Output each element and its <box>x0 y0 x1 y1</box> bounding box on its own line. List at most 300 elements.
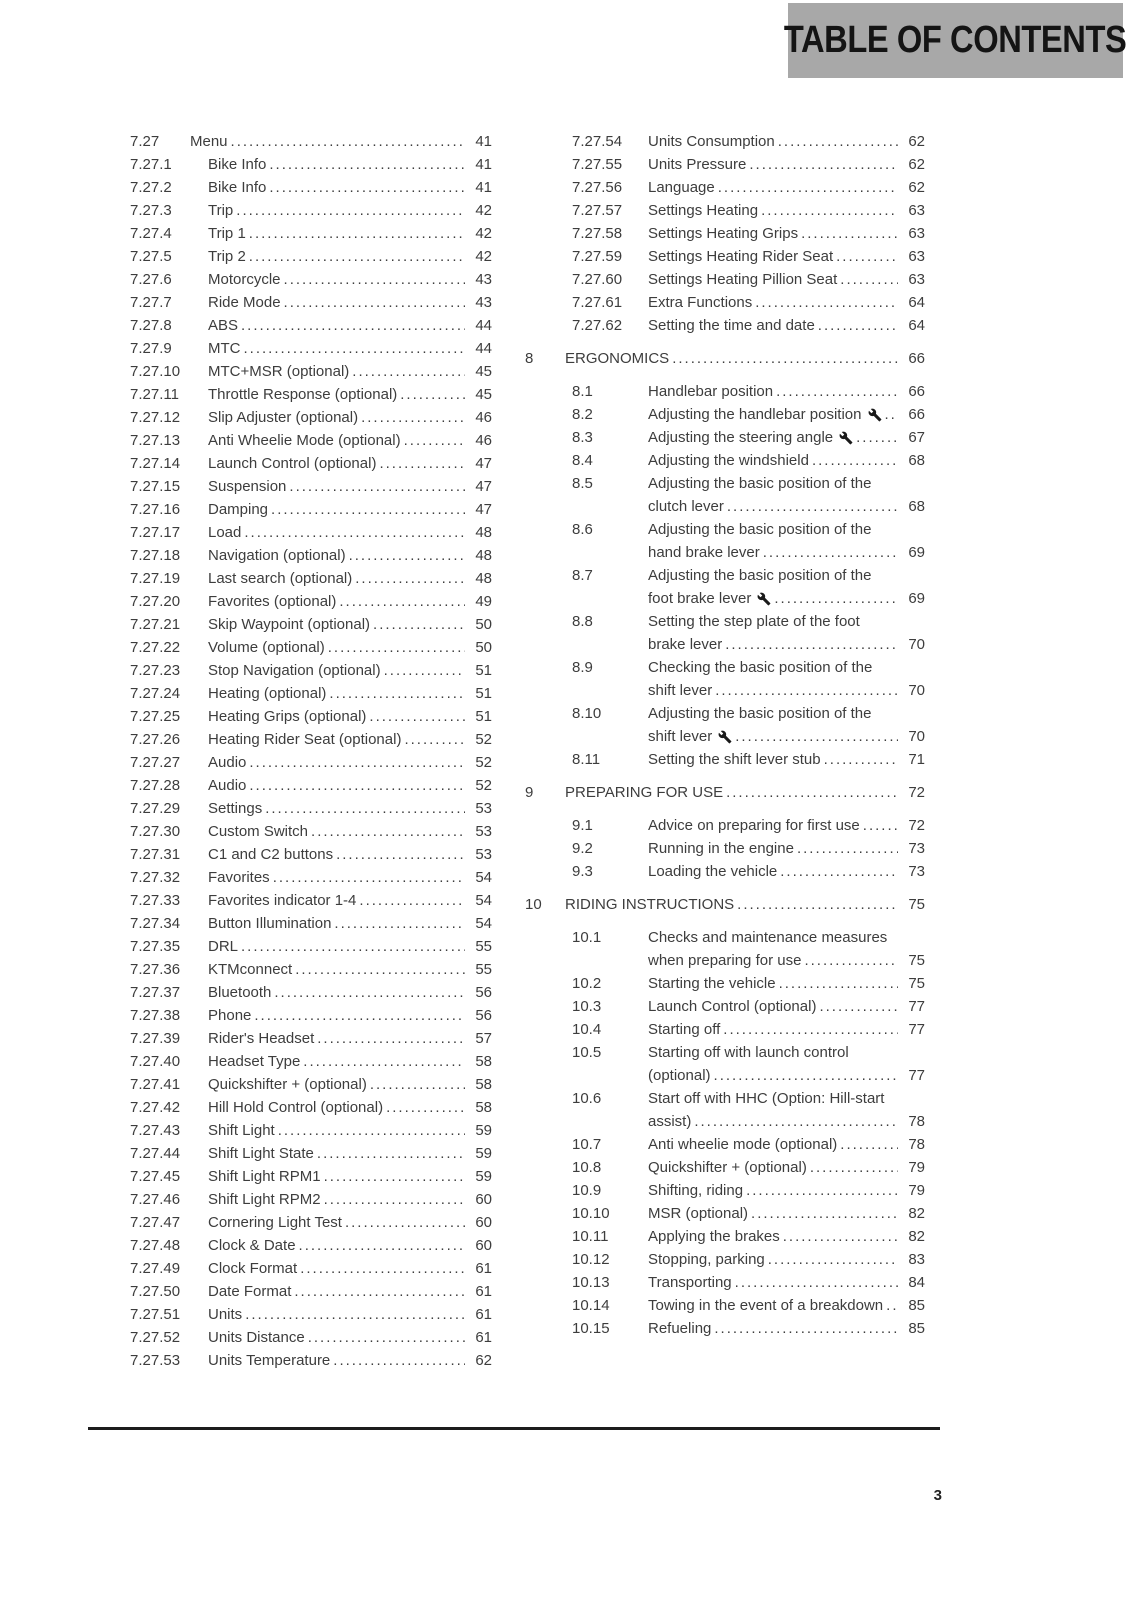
dot-leader <box>714 1064 898 1087</box>
toc-entry-title: Volume (optional) <box>208 639 325 656</box>
toc-entry-page: 43 <box>475 294 492 311</box>
toc-entry-title: Audio <box>208 777 247 794</box>
toc-entry-row[interactable] <box>525 199 925 222</box>
dot-leader <box>355 567 465 590</box>
toc-entry-title: KTMconnect <box>208 961 293 978</box>
dot-leader <box>400 383 465 406</box>
toc-section-row[interactable] <box>525 893 925 916</box>
dot-leader <box>761 199 898 222</box>
toc-entry-page: 73 <box>908 863 925 880</box>
toc-entry-row[interactable] <box>525 130 925 153</box>
toc-entry-row[interactable] <box>130 222 492 245</box>
dot-leader <box>329 682 465 705</box>
toc-entry-title: Favorites <box>208 869 270 886</box>
toc-entry-number: 7.27.3 <box>130 202 172 219</box>
toc-entry-row[interactable] <box>525 972 925 995</box>
dot-leader <box>780 860 898 883</box>
toc-entry-title: Units Pressure <box>648 156 747 173</box>
dot-leader <box>819 995 898 1018</box>
toc-entry-row[interactable] <box>130 682 492 705</box>
toc-entry-row[interactable] <box>130 544 492 567</box>
toc-entry-row[interactable] <box>525 314 925 337</box>
toc-entry-number: 8.4 <box>572 452 593 469</box>
toc-entry-row[interactable] <box>130 176 492 199</box>
toc-entry-title: Adjusting the windshield <box>648 452 809 469</box>
toc-entry-number: 7.27.34 <box>130 915 181 932</box>
toc-entry-title: Extra Functions <box>648 294 753 311</box>
toc-entry-row[interactable] <box>525 1294 925 1317</box>
toc-entry-page: 60 <box>475 1214 492 1231</box>
toc-entry-page: 63 <box>908 248 925 265</box>
toc-entry-title: RIDING INSTRUCTIONS <box>565 896 735 913</box>
toc-entry-row[interactable] <box>525 495 925 518</box>
toc-entry-number: 7.27.6 <box>130 271 172 288</box>
toc-entry-page: 75 <box>908 975 925 992</box>
toc-entry-title: Skip Waypoint (optional) <box>208 616 371 633</box>
toc-entry-number: 7.27.20 <box>130 593 181 610</box>
toc-entry-page: 44 <box>475 340 492 357</box>
toc-entry-title: Anti Wheelie Mode (optional) <box>208 432 401 449</box>
toc-entry-row[interactable] <box>130 475 492 498</box>
toc-entry-title: Shift Light RPM2 <box>208 1191 321 1208</box>
toc-entry-number: 10.6 <box>572 1090 602 1107</box>
toc-entry-number: 7.27.56 <box>572 179 623 196</box>
toc-entry-page: 63 <box>908 271 925 288</box>
toc-entry-title: Cornering Light Test <box>208 1214 342 1231</box>
toc-section-row[interactable] <box>525 781 925 804</box>
dot-leader <box>241 935 465 958</box>
toc-entry-row[interactable] <box>130 1004 492 1027</box>
toc-entry-number: 8.1 <box>572 383 593 400</box>
toc-entry-number: 7.27.47 <box>130 1214 181 1231</box>
toc-entry-row[interactable] <box>130 958 492 981</box>
toc-entry-title: Trip 2 <box>208 248 246 265</box>
toc-entry-row[interactable] <box>130 613 492 636</box>
toc-entry-page: 59 <box>475 1168 492 1185</box>
toc-entry-row[interactable] <box>130 291 492 314</box>
toc-entry-row[interactable] <box>130 199 492 222</box>
toc-entry-number: 7.27.40 <box>130 1053 181 1070</box>
toc-entry-row[interactable] <box>525 1202 925 1225</box>
toc-entry-row[interactable] <box>525 291 925 314</box>
dot-leader <box>768 1248 898 1271</box>
toc-entry-number: 8.2 <box>572 406 593 423</box>
toc-entry-row[interactable] <box>130 130 492 153</box>
toc-entry-row[interactable] <box>525 403 925 426</box>
toc-entry-page: 61 <box>475 1260 492 1277</box>
toc-entry-page: 62 <box>908 133 925 150</box>
toc-entry-title: Towing in the event of a breakdown <box>648 1297 884 1314</box>
toc-entry-title: foot brake lever <box>648 590 752 607</box>
toc-entry-row[interactable] <box>525 1179 925 1202</box>
toc-entry-row[interactable] <box>525 926 925 949</box>
toc-entry-row[interactable] <box>525 1133 925 1156</box>
toc-entry-row[interactable] <box>130 866 492 889</box>
dot-leader <box>295 958 465 981</box>
toc-entry-number: 7.27.17 <box>130 524 181 541</box>
toc-entry-row[interactable] <box>130 1050 492 1073</box>
toc-entry-page: 47 <box>475 501 492 518</box>
toc-entry-row[interactable] <box>130 889 492 912</box>
toc-entry-title: assist) <box>648 1113 692 1130</box>
toc-entry-row[interactable] <box>130 521 492 544</box>
dot-leader <box>751 1202 898 1225</box>
toc-entry-title: Suspension <box>208 478 287 495</box>
dot-leader <box>236 199 465 222</box>
toc-entry-row[interactable] <box>130 981 492 1004</box>
toc-entry-number: 7.27.50 <box>130 1283 181 1300</box>
dot-leader <box>735 1271 898 1294</box>
toc-entry-row[interactable] <box>525 380 925 403</box>
dot-leader <box>299 1234 465 1257</box>
toc-entry-row[interactable] <box>525 449 925 472</box>
toc-entry-title: brake lever <box>648 636 723 653</box>
toc-entry-row[interactable] <box>525 1064 925 1087</box>
toc-section-row[interactable] <box>525 347 925 370</box>
toc-entry-row[interactable] <box>130 337 492 360</box>
toc-entry-row[interactable] <box>525 748 925 771</box>
toc-entry-number: 7.27.7 <box>130 294 172 311</box>
toc-entry-number: 10.9 <box>572 1182 602 1199</box>
dot-leader <box>317 1142 465 1165</box>
toc-entry-row[interactable] <box>525 153 925 176</box>
toc-entry-row[interactable] <box>525 610 925 633</box>
dot-leader <box>797 837 898 860</box>
toc-entry-title: Adjusting the basic position of the <box>648 475 872 492</box>
toc-entry-row[interactable] <box>130 429 492 452</box>
toc-entry-row[interactable] <box>130 153 492 176</box>
toc-entry-row[interactable] <box>525 268 925 291</box>
dot-leader <box>359 889 465 912</box>
dot-leader <box>324 1188 465 1211</box>
toc-entry-row[interactable] <box>130 498 492 521</box>
toc-entry-row[interactable] <box>130 1303 492 1326</box>
toc-entry-row[interactable] <box>130 245 492 268</box>
toc-entry-page: 64 <box>908 317 925 334</box>
toc-entry-row[interactable] <box>130 360 492 383</box>
toc-entry-row[interactable] <box>525 702 925 725</box>
toc-entry-title: Advice on preparing for first use <box>648 817 860 834</box>
toc-entry-title: Settings Heating Grips <box>648 225 799 242</box>
toc-entry-number: 7.27.14 <box>130 455 181 472</box>
toc-entry-title: shift lever <box>648 728 713 745</box>
toc-entry-title: MTC <box>208 340 241 357</box>
toc-entry-title: Settings Heating Pillion Seat <box>648 271 838 288</box>
toc-entry-row[interactable] <box>130 1280 492 1303</box>
dot-leader <box>818 314 898 337</box>
toc-entry-row[interactable] <box>525 725 925 748</box>
page-number: 3 <box>933 1487 942 1504</box>
toc-entry-number: 7.27.46 <box>130 1191 181 1208</box>
toc-entry-row[interactable] <box>130 1257 492 1280</box>
toc-entry-title: Heating Rider Seat (optional) <box>208 731 402 748</box>
toc-entry-page: 56 <box>475 984 492 1001</box>
toc-entry-page: 42 <box>475 248 492 265</box>
dot-leader <box>284 268 465 291</box>
toc-entry-title: Menu <box>190 133 228 150</box>
toc-entry-page: 66 <box>908 350 925 367</box>
toc-entry-page: 77 <box>908 998 925 1015</box>
toc-entry-row[interactable] <box>525 541 925 564</box>
toc-entry-title: Settings Heating <box>648 202 759 219</box>
toc-entry-number: 7.27.32 <box>130 869 181 886</box>
toc-entry-number: 9.2 <box>572 840 593 857</box>
toc-entry-row[interactable] <box>525 472 925 495</box>
toc-entry-title: Date Format <box>208 1283 292 1300</box>
toc-entry-row[interactable] <box>130 1349 492 1372</box>
toc-entry-page: 84 <box>908 1274 925 1291</box>
toc-entry-number: 10.4 <box>572 1021 602 1038</box>
toc-entry-row[interactable] <box>130 383 492 406</box>
toc-entry-page: 62 <box>475 1352 492 1369</box>
toc-entry-title: Shifting, riding <box>648 1182 744 1199</box>
toc-entry-row[interactable] <box>525 245 925 268</box>
toc-entry-number: 10.3 <box>572 998 602 1015</box>
dot-leader <box>778 130 898 153</box>
toc-entry-number: 10.13 <box>572 1274 610 1291</box>
toc-entry-page: 78 <box>908 1136 925 1153</box>
toc-entry-row[interactable] <box>130 797 492 820</box>
toc-entry-title: Bike Info <box>208 156 267 173</box>
toc-column-left <box>130 130 492 1372</box>
dot-leader <box>801 222 898 245</box>
dot-leader <box>774 587 898 610</box>
dot-leader <box>746 1179 898 1202</box>
toc-entry-row[interactable] <box>130 268 492 291</box>
toc-entry-row[interactable] <box>525 679 925 702</box>
toc-entry-row[interactable] <box>525 837 925 860</box>
dot-leader <box>812 449 898 472</box>
toc-entry-row[interactable] <box>525 656 925 679</box>
dot-leader <box>672 347 898 370</box>
toc-entry-row[interactable] <box>130 843 492 866</box>
toc-entry-page: 57 <box>475 1030 492 1047</box>
toc-entry-number: 7.27.53 <box>130 1352 181 1369</box>
toc-entry-number: 8.6 <box>572 521 593 538</box>
toc-entry-number: 10.14 <box>572 1297 610 1314</box>
toc-entry-title: Starting off <box>648 1021 721 1038</box>
toc-entry-number: 10.12 <box>572 1251 610 1268</box>
toc-entry-row[interactable] <box>525 1248 925 1271</box>
toc-entry-row[interactable] <box>130 567 492 590</box>
toc-entry-page: 75 <box>908 896 925 913</box>
toc-entry-number: 7.27.22 <box>130 639 181 656</box>
dot-leader <box>718 176 898 199</box>
toc-entry-row[interactable] <box>525 222 925 245</box>
toc-entry-row[interactable] <box>525 1087 925 1110</box>
toc-entry-title: Settings <box>208 800 263 817</box>
toc-entry-title: Adjusting the steering angle <box>648 429 834 446</box>
toc-entry-title: Settings Heating Rider Seat <box>648 248 834 265</box>
toc-entry-title: Checks and maintenance measures <box>648 929 888 946</box>
toc-entry-number: 7.27.37 <box>130 984 181 1001</box>
toc-entry-row[interactable] <box>130 1073 492 1096</box>
toc-entry-row[interactable] <box>130 1165 492 1188</box>
toc-entry-row[interactable] <box>130 774 492 797</box>
toc-entry-page: 71 <box>908 751 925 768</box>
dot-leader <box>723 1018 898 1041</box>
dot-leader <box>370 1073 465 1096</box>
toc-entry-row[interactable] <box>525 1317 925 1340</box>
toc-entry-page: 61 <box>475 1283 492 1300</box>
dot-leader <box>694 1110 898 1133</box>
toc-column-right <box>525 130 925 1340</box>
dot-leader <box>231 130 465 153</box>
toc-entry-number: 7.27.13 <box>130 432 181 449</box>
toc-entry-title: Hill Hold Control (optional) <box>208 1099 384 1116</box>
toc-entry-page: 78 <box>908 1113 925 1130</box>
toc-entry-number: 8.8 <box>572 613 593 630</box>
toc-entry-page: 51 <box>475 685 492 702</box>
toc-entry-row[interactable] <box>525 949 925 972</box>
toc-entry-row[interactable] <box>525 860 925 883</box>
toc-entry-row[interactable] <box>525 1225 925 1248</box>
toc-entry-title: Bluetooth <box>208 984 272 1001</box>
toc-entry-row[interactable] <box>130 659 492 682</box>
dot-leader <box>334 912 465 935</box>
toc-entry-row[interactable] <box>525 1110 925 1133</box>
toc-entry-title: Units Temperature <box>208 1352 331 1369</box>
toc-entry-row[interactable] <box>130 314 492 337</box>
dot-leader <box>241 314 465 337</box>
page-title: TABLE OF CONTENTS <box>784 19 1127 61</box>
toc-entry-page: 52 <box>475 731 492 748</box>
toc-entry-title: clutch lever <box>648 498 724 515</box>
toc-entry-title: Phone <box>208 1007 252 1024</box>
toc-entry-page: 42 <box>475 202 492 219</box>
dot-leader <box>840 1133 898 1156</box>
dot-leader <box>278 1119 465 1142</box>
page-header-banner <box>784 3 1127 78</box>
toc-entry-row[interactable] <box>525 814 925 837</box>
toc-entry-row[interactable] <box>525 426 925 449</box>
toc-entry-row[interactable] <box>130 406 492 429</box>
toc-entry-number: 7.27.62 <box>572 317 623 334</box>
toc-entry-title: Button Illumination <box>208 915 332 932</box>
toc-entry-number: 7.27.4 <box>130 225 172 242</box>
toc-entry-number: 7.27.8 <box>130 317 172 334</box>
toc-entry-number: 10.10 <box>572 1205 610 1222</box>
toc-entry-title: MTC+MSR (optional) <box>208 363 350 380</box>
toc-entry-row[interactable] <box>130 912 492 935</box>
toc-entry-page: 51 <box>475 662 492 679</box>
toc-entry-row[interactable] <box>130 1188 492 1211</box>
toc-entry-page: 41 <box>475 133 492 150</box>
toc-entry-page: 72 <box>908 817 925 834</box>
dot-leader <box>373 613 465 636</box>
toc-entry-row[interactable] <box>130 1211 492 1234</box>
toc-entry-page: 42 <box>475 225 492 242</box>
toc-entry-page: 70 <box>908 636 925 653</box>
toc-entry-row[interactable] <box>130 1096 492 1119</box>
dot-leader <box>317 1027 465 1050</box>
toc-entry-title: Units <box>208 1306 243 1323</box>
toc-entry-number: 9.3 <box>572 863 593 880</box>
toc-entry-row[interactable] <box>525 995 925 1018</box>
toc-entry-row[interactable] <box>130 705 492 728</box>
dot-leader <box>254 1004 465 1027</box>
toc-entry-page: 61 <box>475 1306 492 1323</box>
toc-entry-number: 7.27.48 <box>130 1237 181 1254</box>
toc-entry-number: 7.27.61 <box>572 294 623 311</box>
toc-entry-page: 55 <box>475 961 492 978</box>
toc-entry-row[interactable] <box>525 1156 925 1179</box>
toc-entry-page: 54 <box>475 869 492 886</box>
toc-entry-row[interactable] <box>525 176 925 199</box>
toc-entry-row[interactable] <box>130 1027 492 1050</box>
toc-entry-title: Starting off with launch control <box>648 1044 849 1061</box>
dot-leader <box>863 814 898 837</box>
toc-entry-page: 46 <box>475 432 492 449</box>
toc-entry-row[interactable] <box>130 1119 492 1142</box>
toc-entry-title: Adjusting the basic position of the <box>648 567 872 584</box>
toc-entry-row[interactable] <box>525 633 925 656</box>
toc-entry-row[interactable] <box>525 1041 925 1064</box>
toc-entry-number: 9 <box>525 784 534 801</box>
toc-entry-page: 69 <box>908 590 925 607</box>
toc-entry-row[interactable] <box>130 636 492 659</box>
dot-leader <box>715 679 898 702</box>
toc-entry-page: 51 <box>475 708 492 725</box>
toc-entry-row[interactable] <box>130 751 492 774</box>
toc-entry-number: 10.8 <box>572 1159 602 1176</box>
toc-entry-row[interactable] <box>525 518 925 541</box>
toc-entry-page: 77 <box>908 1021 925 1038</box>
toc-entry-row[interactable] <box>130 1326 492 1349</box>
dot-leader <box>404 728 465 751</box>
toc-entry-number: 7.27.51 <box>130 1306 181 1323</box>
toc-entry-row[interactable] <box>130 452 492 475</box>
toc-entry-row[interactable] <box>525 1271 925 1294</box>
toc-entry-number: 7.27.1 <box>130 156 172 173</box>
toc-entry-row[interactable] <box>130 820 492 843</box>
toc-entry-page: 48 <box>475 524 492 541</box>
toc-entry-page: 55 <box>475 938 492 955</box>
toc-entry-title: Adjusting the handlebar position <box>648 406 862 423</box>
toc-entry-number: 7.27.36 <box>130 961 181 978</box>
dot-leader <box>352 360 465 383</box>
toc-entry-title: Custom Switch <box>208 823 309 840</box>
toc-entry-page: 47 <box>475 478 492 495</box>
toc-entry-row[interactable] <box>525 1018 925 1041</box>
footer-rule <box>88 1427 940 1430</box>
toc-entry-row[interactable] <box>525 564 925 587</box>
toc-entry-row[interactable] <box>130 590 492 613</box>
toc-entry-page: 63 <box>908 225 925 242</box>
toc-entry-number: 7.27.44 <box>130 1145 181 1162</box>
toc-entry-row[interactable] <box>130 1234 492 1257</box>
dot-leader <box>284 291 465 314</box>
toc-entry-page: 53 <box>475 846 492 863</box>
toc-entry-number: 7.27.35 <box>130 938 181 955</box>
toc-entry-number: 10.7 <box>572 1136 602 1153</box>
toc-entry-title: Quickshifter + (optional) <box>648 1159 807 1176</box>
toc-entry-number: 7.27.49 <box>130 1260 181 1277</box>
toc-entry-row[interactable] <box>130 1142 492 1165</box>
toc-entry-row[interactable] <box>130 935 492 958</box>
toc-entry-title: Throttle Response (optional) <box>208 386 398 403</box>
toc-entry-title: Applying the brakes <box>648 1228 780 1245</box>
dot-leader <box>755 291 898 314</box>
toc-entry-title: Slip Adjuster (optional) <box>208 409 359 426</box>
toc-entry-row[interactable] <box>130 728 492 751</box>
toc-entry-page: 82 <box>908 1228 925 1245</box>
toc-entry-page: 79 <box>908 1159 925 1176</box>
toc-entry-page: 49 <box>475 593 492 610</box>
toc-entry-row[interactable] <box>525 587 925 610</box>
dot-leader <box>345 1211 465 1234</box>
dot-leader <box>274 981 465 1004</box>
